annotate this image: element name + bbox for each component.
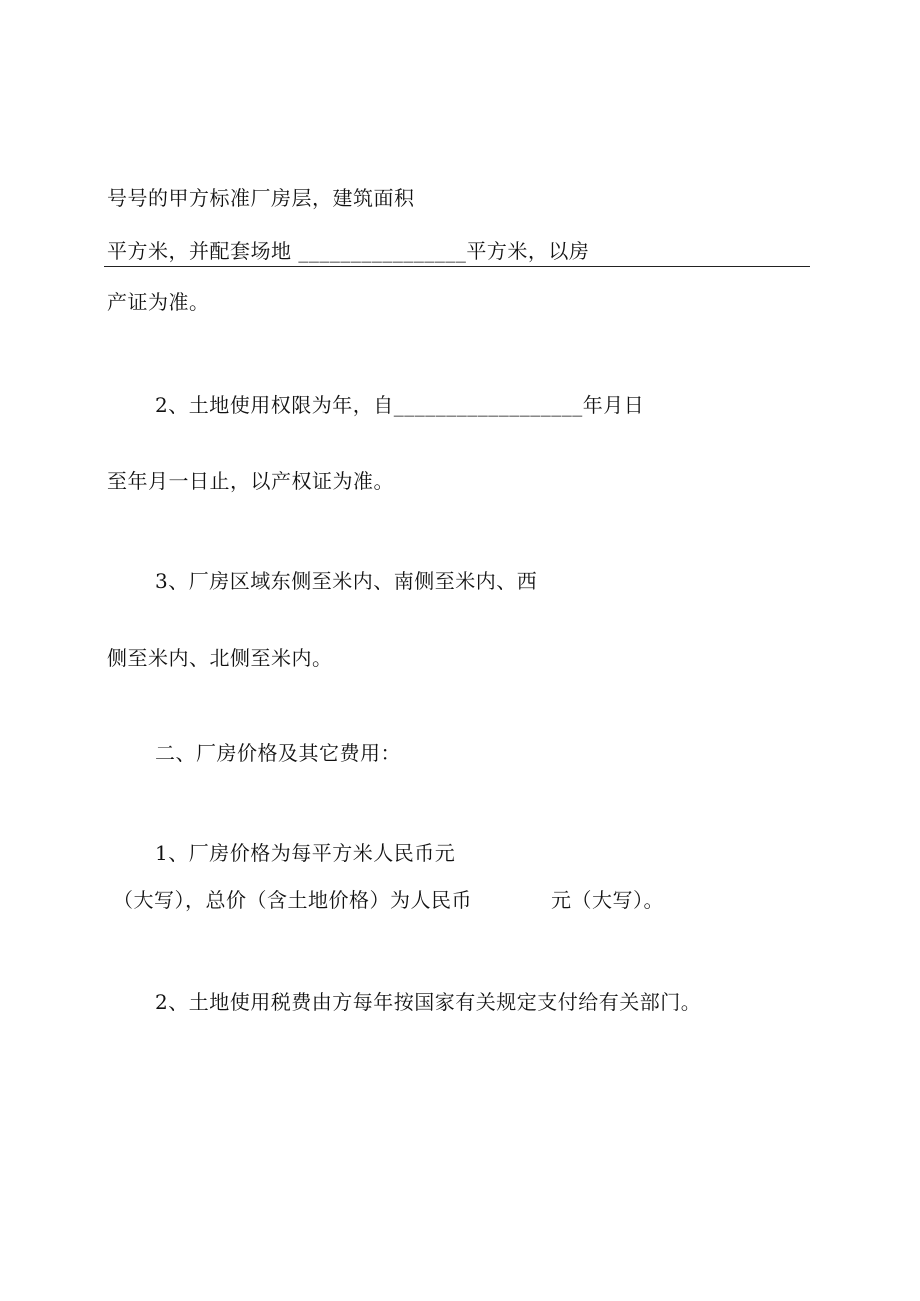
- text-line: （大写），总价（含土地价格）为人民币: [113, 888, 472, 912]
- text-line: 侧至米内、北侧至米内。: [107, 646, 333, 670]
- text-line: 产证为准。: [107, 290, 210, 314]
- text-line: 2、土地使用税费由方每年按国家有关规定支付给有关部门。: [155, 990, 702, 1014]
- text-line: 号号的甲方标准厂房层，建筑面积: [107, 186, 415, 210]
- text-line: 3、厂房区域东侧至米内、南侧至米内、西: [155, 569, 538, 593]
- text-line: 1、厂房价格为每平方米人民币元: [155, 841, 456, 865]
- text-line: 平方米，并配套场地 ________________平方米，以房: [107, 239, 590, 263]
- text-line: 2、土地使用权限为年，自__________________年月日: [155, 393, 645, 417]
- underline-rule: [104, 266, 810, 267]
- text-line: 元（大写）。: [551, 888, 664, 912]
- text-line: 至年月一日止，以产权证为准。: [107, 469, 394, 493]
- section-heading: 二、厂房价格及其它费用：: [155, 741, 401, 765]
